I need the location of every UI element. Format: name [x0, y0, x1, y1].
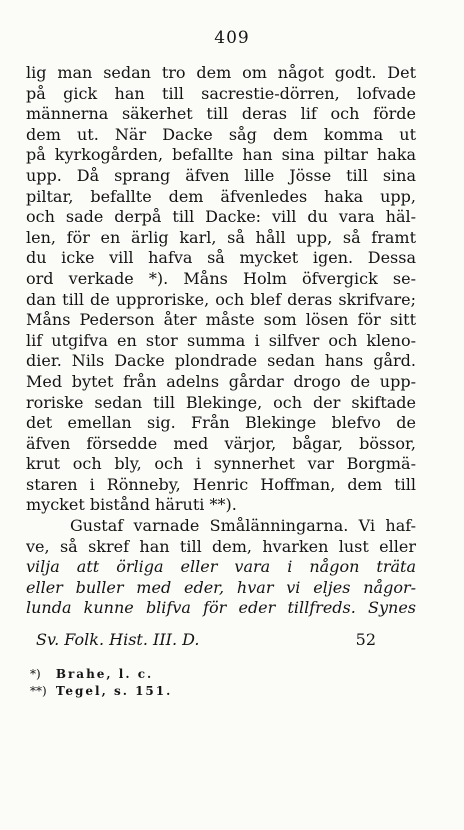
text-line: lig man sedan tro dem om något godt. Det [26, 63, 416, 82]
text-line: Gustaf varnade Smålänningarna. Vi haf- [70, 516, 416, 536]
text-line: dan till de upproriske, och blef deras skrifvare; [26, 289, 416, 309]
footnotes [30, 666, 172, 700]
text-line: vilja att örliga eller vara i någon träta [26, 557, 416, 577]
page-number: 409 [214, 28, 250, 48]
text-line: Måns Pederson åter måste som lösen för sitt [26, 310, 416, 330]
text-line: äfven försedde med värjor, bågar, bössor, [26, 433, 416, 453]
text-line: på kyrkogården, befallte han sina piltar haka [26, 145, 416, 165]
text-line: Med bytet från adelns gårdar drogo de upp- [26, 371, 416, 391]
signature-sheet-number: 52 [355, 630, 376, 649]
text-line: staren i Rönneby, Henric Hoffman, dem till [26, 474, 416, 494]
footnote-text: Tegel, s. 151. [55, 684, 173, 698]
text-line: ord verkade *). Måns Holm öfvergick se- [26, 268, 416, 288]
text-line: roriske sedan till Blekinge, och der skiftade [26, 392, 416, 412]
body-text [26, 63, 416, 619]
text-line: eller buller med eder, hvar vi eljes någor- [26, 577, 416, 597]
text-line: lif utgifva en stor summa i silfver och kleno- [26, 330, 416, 350]
footnote [30, 666, 172, 683]
footnote [30, 683, 172, 700]
text-line: len, för en ärlig karl, så håll upp, så framt [26, 227, 416, 247]
text-line: upp. Då sprang äfven lille Jösse till sina [26, 165, 416, 185]
text-line: piltar, befallte dem äfvenledes haka upp, [26, 186, 416, 206]
footnote-mark: *) [30, 667, 41, 681]
text-line: dier. Nils Dacke plondrade sedan hans gård. [26, 351, 416, 371]
text-line: männerna säkerhet till deras lif och förde [26, 104, 416, 124]
text-line: dem ut. När Dacke såg dem komma ut [26, 124, 416, 144]
footnote-mark: **) [30, 684, 47, 698]
text-line: lunda kunne blifva för eder tillfreds. Synes [26, 598, 416, 618]
text-line: och sade derpå till Dacke: vill du vara häl- [26, 207, 416, 227]
text-line: ve, så skref han till dem, hvarken lust eller [26, 536, 416, 556]
text-line: det emellan sig. Från Blekinge blefvo de [26, 413, 416, 433]
text-line: på gick han till sacrestie-dörren, lofvade [26, 83, 416, 103]
signature-text: Sv. Folk. Hist. III. D. [36, 630, 200, 649]
text-line: mycket bistånd häruti **). [26, 495, 237, 515]
footnote-text: Brahe, l. c. [55, 667, 154, 681]
text-line: krut och bly, och i synnerhet var Borgmä- [26, 454, 416, 474]
text-line: du icke vill hafva så mycket igen. Dessa [26, 248, 416, 268]
signature-line [36, 630, 416, 649]
